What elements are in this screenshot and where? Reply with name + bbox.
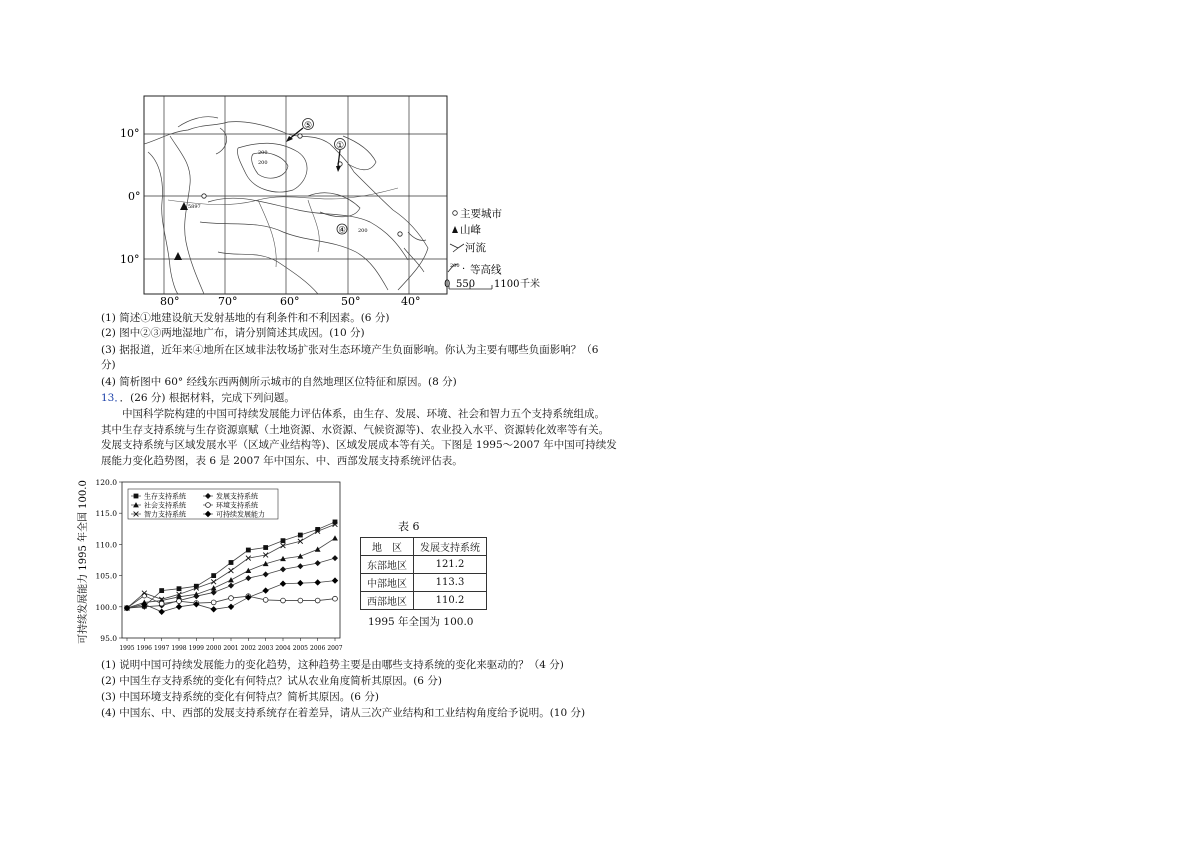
circle-marker (281, 598, 286, 603)
x-marker (211, 579, 216, 584)
table-cell: 东部地区 (361, 556, 414, 574)
diamond-marker (262, 587, 268, 593)
marker-4: ④ (338, 225, 346, 236)
elevation-label: 5897 (188, 204, 201, 210)
elevation-label: 200 (258, 160, 268, 166)
table-row (361, 592, 487, 610)
legend-label: 智力支持系统 (144, 510, 186, 519)
y-tick-label: 95.0 (100, 634, 117, 643)
question-1: (1) 简述①地建设航天发射基地的有利条件和不利因素。(6 分) (101, 312, 390, 324)
circle-marker (333, 596, 338, 601)
table-6 (360, 537, 487, 610)
y-tick-label: 100.0 (95, 602, 117, 612)
x-marker (229, 568, 234, 573)
legend-label: 生存支持系统 (144, 492, 186, 501)
legend-river: 河流 (465, 242, 486, 254)
square-marker (263, 545, 268, 550)
x-marker (281, 543, 286, 548)
q13-intro: ．(26 分) 根据材料，完成下列问题。 (119, 392, 295, 404)
square-marker (281, 538, 286, 543)
sustainability-chart (70, 474, 360, 656)
square-marker (246, 548, 251, 553)
south-america-map (108, 92, 553, 307)
diamond-marker (280, 581, 286, 587)
scale-end: 1100 (494, 279, 520, 290)
question-2: (2) 图中②③两地湿地广布，请分别简述其成因。(10 分) (101, 327, 365, 339)
table-note: 1995 年全国为 100.0 (368, 616, 474, 628)
q13-question-3: (3) 中国环境支持系统的变化有何特点？简析其原因。(6 分) (101, 691, 379, 703)
diamond-marker (228, 583, 234, 589)
q13-line: 其中生存支持系统与生存资源禀赋（土地资源、水资源、气候资源等)、农业投入水平、资源转化效率等有关。 (101, 423, 610, 436)
x-tick-label: 1995 (119, 645, 135, 652)
q13-header (101, 391, 295, 406)
legend-label: 环境支持系统 (216, 501, 258, 510)
question-3-cont: 分) (101, 359, 116, 371)
triangle-marker (332, 535, 338, 540)
elevation-label: 200 (258, 150, 268, 156)
diamond-marker (297, 563, 303, 569)
x-tick-label: 2001 (223, 645, 239, 652)
circle-marker (298, 598, 303, 603)
table-header-row (361, 538, 487, 556)
diamond-marker (176, 604, 182, 610)
table-cell: 121.2 (414, 556, 487, 574)
square-marker (134, 494, 139, 499)
q13-question-2: (2) 中国生存支持系统的变化有何特点？试从农业角度简析其原因。(6 分) (101, 675, 442, 687)
x-tick-label: 1999 (188, 645, 204, 652)
q13-question-1: (1) 说明中国可持续发展能力的变化趋势，这种趋势主要是由哪些支持系统的变化来驱动的？（4 分) (101, 659, 564, 671)
question-3: (3) 据报道，近年来④地所在区域非法牧场扩张对生态环境产生负面影响。你认为主要有哪些负面影响？（6 (101, 344, 599, 356)
circle-marker (211, 600, 216, 605)
legend-contour-value: 200 (450, 263, 460, 269)
x-tick-label: 2004 (275, 645, 291, 652)
table-header: 地 区 (361, 538, 414, 556)
triangle-marker (211, 585, 217, 590)
triangle-marker (245, 568, 251, 573)
circle-marker (263, 598, 268, 603)
marker-1: ① (335, 141, 345, 151)
diamond-marker (332, 577, 338, 583)
table-title: 表 6 (398, 520, 420, 533)
q13-number: 13． (101, 392, 120, 404)
diamond-marker (210, 606, 216, 612)
river-icon (450, 244, 464, 252)
square-marker (229, 560, 234, 565)
lon-label: 40° (401, 295, 421, 307)
city-icon (453, 211, 458, 216)
x-tick-label: 2006 (310, 645, 326, 652)
x-tick-label: 1997 (154, 645, 170, 652)
peak-icon (174, 252, 182, 260)
diamond-marker (280, 566, 286, 572)
circle-marker (177, 599, 182, 604)
x-tick-label: 2005 (292, 645, 308, 652)
square-marker (159, 588, 164, 593)
table-cell: 113.3 (414, 574, 487, 592)
triangle-marker (315, 546, 321, 551)
y-tick-label: 110.0 (95, 540, 117, 550)
diamond-marker (297, 580, 303, 586)
scale-mid: 550 (456, 279, 476, 290)
series-line (127, 522, 335, 608)
lat-label: 10° (120, 127, 140, 140)
lon-label: 50° (341, 295, 361, 307)
table-row (361, 556, 487, 574)
q13-line: 展能力变化趋势图，表 6 是 2007 年中国东、中、西部发展支持系统评估表。 (101, 454, 463, 467)
lon-label: 70° (218, 295, 238, 307)
table-cell: 中部地区 (361, 574, 414, 592)
q13-line: 发展支持系统与区域发展水平（区域产业结构等)、区域发展成本等有关。下图是 1995～2007 年中国可持续发 (101, 439, 617, 451)
x-tick-label: 2002 (240, 645, 256, 652)
x-tick-label: 2000 (206, 645, 222, 652)
legend-label: 发展支持系统 (216, 492, 258, 501)
diamond-marker (158, 609, 164, 615)
legend-contour: 等高线 (470, 264, 502, 276)
lon-label: 80° (160, 295, 180, 307)
diamond-marker (315, 560, 321, 566)
x-tick-label: 1998 (171, 645, 187, 652)
table-cell: 110.2 (414, 592, 487, 610)
y-tick-label: 115.0 (95, 509, 117, 519)
diamond-marker (245, 575, 251, 581)
elevation-label: 200 (358, 228, 368, 234)
q13-paragraph (101, 407, 617, 469)
diamond-marker (263, 571, 269, 577)
peak-icon (452, 226, 458, 233)
square-marker (298, 533, 303, 538)
x-tick-label: 1996 (136, 645, 152, 652)
diamond-marker (314, 579, 320, 585)
table-header: 发展支持系统 (414, 538, 487, 556)
triangle-marker (297, 553, 303, 558)
legend-city: 主要城市 (460, 208, 502, 220)
diamond-marker (228, 604, 234, 610)
circle-marker (229, 596, 234, 601)
square-marker (177, 586, 182, 591)
x-marker (298, 539, 303, 544)
y-tick-label: 120.0 (95, 478, 117, 487)
legend-label: 可持续发展能力 (216, 510, 265, 519)
y-axis-label: 可持续发展能力 1995 年全国 100.0 (78, 480, 89, 644)
q13-line: 中国科学院构建的中国可持续发展能力评估体系，由生存、发展、环境、社会和智力五个支持系统组成。 (122, 408, 605, 420)
q13-question-4: (4) 中国东、中、西部的发展支持系统存在着差异，请从三次产业结构和工业结构角度给予说明。(10 分) (101, 707, 586, 719)
scale-zero: 0 (444, 279, 451, 290)
triangle-marker (228, 577, 234, 582)
legend-dot: · (462, 264, 466, 275)
square-marker (211, 573, 216, 578)
scale-unit: 千米 (520, 279, 540, 290)
legend-label: 社会支持系统 (144, 501, 186, 510)
x-tick-label: 2003 (258, 645, 274, 652)
lat-label: 0° (128, 190, 141, 203)
y-tick-label: 105.0 (95, 571, 117, 581)
circle-marker (159, 601, 164, 606)
legend-peak: 山峰 (460, 224, 481, 236)
question-4: (4) 简析图中 60° 经线东西两侧所示城市的自然地理区位特征和原因。(8 分) (101, 376, 457, 388)
triangle-marker (193, 591, 199, 596)
circle-marker (206, 503, 211, 508)
circle-marker (315, 598, 320, 603)
marker-5: ⑤ (303, 121, 313, 131)
x-tick-label: 2007 (327, 645, 343, 652)
lat-label: 10° (120, 253, 140, 266)
square-marker (333, 520, 338, 525)
table-cell: 西部地区 (361, 592, 414, 610)
table-row (361, 574, 487, 592)
lon-label: 60° (280, 295, 300, 307)
diamond-marker (332, 555, 338, 561)
